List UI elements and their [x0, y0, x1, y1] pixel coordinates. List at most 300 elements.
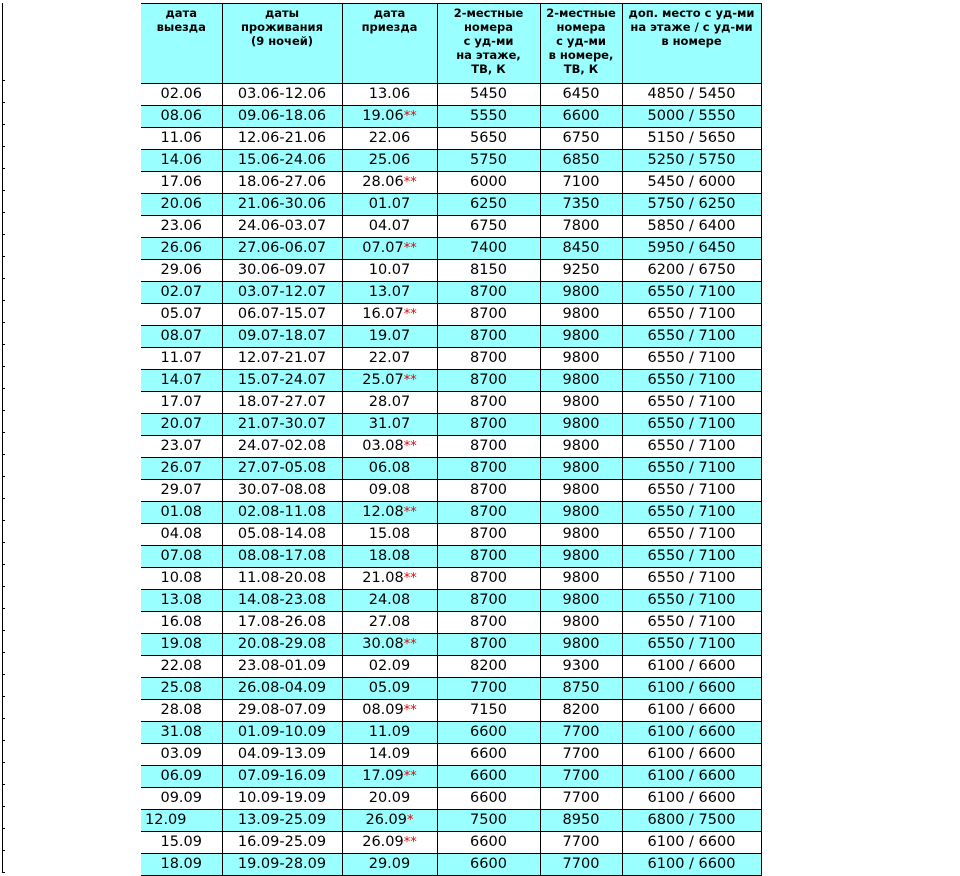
- arrival-date-text: 17.09: [362, 768, 404, 784]
- header-line: с уд-ми: [463, 34, 514, 48]
- double-room-price-cell: [540, 348, 622, 370]
- left-margin-tick: [2, 410, 5, 411]
- table-row: [141, 458, 761, 480]
- table-row: [141, 568, 761, 590]
- arrival-date-text: 18.08: [368, 548, 411, 564]
- double-room-price-text: 6600: [562, 108, 600, 124]
- double-floor-price-text: 6600: [470, 834, 507, 850]
- table-row: [141, 744, 761, 766]
- arrival-date-text: 01.07: [368, 196, 411, 212]
- left-margin-rule: [2, 3, 3, 873]
- arrival-date-text: 13.06: [368, 86, 411, 102]
- arrival-date-cell: [342, 480, 437, 502]
- double-floor-price-text: 6600: [470, 746, 507, 762]
- double-floor-price-text: 6000: [470, 174, 507, 190]
- departure-date-cell: [141, 370, 222, 392]
- arrival-date-cell: [342, 744, 437, 766]
- stay-dates-text: 21.07-30.07: [237, 416, 327, 432]
- left-margin-tick: [2, 850, 5, 851]
- left-margin-tick: [2, 344, 5, 345]
- departure-date-cell: [141, 678, 222, 700]
- stay-dates-cell: [222, 414, 342, 436]
- extra-bed-price-text: 6550 / 7100: [647, 614, 736, 630]
- extra-bed-price-cell: [622, 788, 761, 810]
- arrival-date-cell: [342, 84, 437, 106]
- stay-dates-text: 19.09-28.09: [237, 856, 327, 872]
- arrival-date-text: 31.07: [368, 416, 411, 432]
- double-room-price-cell: [540, 546, 622, 568]
- stay-dates-cell: [222, 722, 342, 744]
- departure-date-cell: [141, 458, 222, 480]
- stay-dates-cell: [222, 392, 342, 414]
- extra-bed-price-cell: [622, 546, 761, 568]
- left-margin-tick: [2, 564, 5, 565]
- table-row: [141, 524, 761, 546]
- departure-date-cell: [141, 832, 222, 854]
- double-floor-price-text: 8700: [470, 592, 507, 608]
- arrival-date-text: 19.07: [368, 328, 411, 344]
- table-row: [141, 678, 761, 700]
- departure-date-text: 14.07: [160, 372, 202, 388]
- footnote-asterisk-mark: **: [403, 637, 417, 652]
- departure-date-text: 31.08: [160, 724, 202, 740]
- extra-bed-price-cell: [622, 568, 761, 590]
- double-room-price-cell: [540, 744, 622, 766]
- arrival-date-cell: [342, 238, 437, 260]
- extra-bed-price-text: 5750 / 6250: [647, 196, 736, 212]
- double-room-price-cell: [540, 128, 622, 150]
- extra-bed-price-text: 6550 / 7100: [647, 548, 736, 564]
- double-floor-price-cell: [437, 590, 540, 612]
- extra-bed-price-cell: [622, 744, 761, 766]
- double-room-price-text: 7700: [562, 768, 600, 784]
- stay-dates-text: 15.06-24.06: [237, 152, 327, 168]
- stay-dates-cell: [222, 348, 342, 370]
- stay-dates-text: 23.08-01.09: [237, 658, 327, 674]
- arrival-date-cell: [342, 216, 437, 238]
- double-floor-price-text: 6600: [470, 724, 507, 740]
- departure-date-cell: [141, 656, 222, 678]
- double-room-price-cell: [540, 150, 622, 172]
- double-room-price-cell: [540, 678, 622, 700]
- extra-bed-price-text: 6100 / 6600: [647, 724, 736, 740]
- extra-bed-price-cell: [622, 832, 761, 854]
- header-line: 2-местные: [546, 6, 616, 20]
- table-row: [141, 216, 761, 238]
- arrival-date-text: 06.08: [368, 460, 411, 476]
- left-margin-tick: [2, 146, 5, 147]
- arrival-date-cell: [342, 282, 437, 304]
- double-floor-price-cell: [437, 722, 540, 744]
- double-floor-price-cell: [437, 260, 540, 282]
- double-floor-price-cell: [437, 128, 540, 150]
- double-room-price-text: 9800: [562, 284, 600, 300]
- departure-date-text: 11.06: [160, 130, 202, 146]
- stay-dates-cell: [222, 612, 342, 634]
- table-row: [141, 304, 761, 326]
- double-floor-price-text: 5650: [470, 130, 507, 146]
- stay-dates-cell: [222, 854, 342, 876]
- extra-bed-price-cell: [622, 282, 761, 304]
- double-floor-price-text: 6600: [470, 856, 507, 872]
- extra-bed-price-text: 6100 / 6600: [647, 746, 736, 762]
- extra-bed-price-cell: [622, 172, 761, 194]
- stay-dates-text: 01.09-10.09: [237, 724, 327, 740]
- header-line: ТВ, К: [563, 62, 599, 76]
- stay-dates-cell: [222, 238, 342, 260]
- arrival-date-cell: [342, 854, 437, 876]
- departure-date-cell: [141, 568, 222, 590]
- departure-date-cell: [141, 260, 222, 282]
- double-room-price-cell: [540, 172, 622, 194]
- arrival-date-cell: [342, 546, 437, 568]
- double-floor-price-cell: [437, 172, 540, 194]
- double-floor-price-cell: [437, 700, 540, 722]
- departure-date-text: 09.09: [160, 790, 202, 806]
- double-room-price-text: 7700: [562, 724, 600, 740]
- arrival-date-text: 09.08: [368, 482, 411, 498]
- departure-date-cell: [141, 348, 222, 370]
- header-line: дата: [165, 6, 197, 20]
- double-floor-price-text: 8700: [470, 372, 507, 388]
- departure-date-cell: [141, 810, 222, 832]
- arrival-date-cell: [342, 700, 437, 722]
- stay-dates-cell: [222, 810, 342, 832]
- double-floor-price-cell: [437, 678, 540, 700]
- departure-date-cell: [141, 216, 222, 238]
- table-row: [141, 700, 761, 722]
- stay-dates-cell: [222, 524, 342, 546]
- stay-dates-cell: [222, 590, 342, 612]
- left-margin-tick: [2, 498, 5, 499]
- extra-bed-price-text: 5000 / 5550: [647, 108, 736, 124]
- stay-dates-text: 18.07-27.07: [237, 394, 327, 410]
- extra-bed-price-cell: [622, 436, 761, 458]
- header-double-room-bath: [540, 4, 622, 84]
- double-floor-price-text: 8700: [470, 284, 507, 300]
- arrival-date-cell: [342, 348, 437, 370]
- departure-date-text: 03.09: [160, 746, 202, 762]
- stay-dates-text: 02.08-11.08: [237, 504, 327, 520]
- extra-bed-price-cell: [622, 480, 761, 502]
- extra-bed-price-cell: [622, 238, 761, 260]
- extra-bed-price-text: 6550 / 7100: [647, 592, 736, 608]
- double-room-price-text: 9800: [562, 482, 600, 498]
- arrival-date-text: 02.09: [368, 658, 411, 674]
- double-floor-price-text: 8700: [470, 438, 507, 454]
- extra-bed-price-text: 4850 / 5450: [647, 86, 736, 102]
- extra-bed-price-text: 5950 / 6450: [647, 240, 736, 256]
- double-room-price-cell: [540, 634, 622, 656]
- departure-date-cell: [141, 502, 222, 524]
- stay-dates-text: 10.09-19.09: [237, 790, 327, 806]
- left-margin-tick: [2, 454, 5, 455]
- stay-dates-text: 24.06-03.07: [237, 218, 327, 234]
- extra-bed-price-text: 6550 / 7100: [647, 460, 736, 476]
- arrival-date-cell: [342, 832, 437, 854]
- departure-date-cell: [141, 128, 222, 150]
- double-floor-price-text: 8700: [470, 614, 507, 630]
- header-line: доп. место с уд-ми: [628, 6, 755, 20]
- left-margin-tick: [2, 322, 5, 323]
- arrival-date-cell: [342, 568, 437, 590]
- double-room-price-cell: [540, 194, 622, 216]
- header-line: (9 ночей): [250, 34, 314, 48]
- table-row: [141, 128, 761, 150]
- extra-bed-price-cell: [622, 524, 761, 546]
- double-floor-price-cell: [437, 282, 540, 304]
- table-row: [141, 106, 761, 128]
- arrival-date-cell: [342, 326, 437, 348]
- arrival-date-cell: [342, 392, 437, 414]
- extra-bed-price-cell: [622, 106, 761, 128]
- left-margin-tick: [2, 388, 5, 389]
- left-margin-tick: [2, 124, 5, 125]
- arrival-date-text: 19.06: [362, 108, 404, 124]
- extra-bed-price-text: 6100 / 6600: [647, 680, 736, 696]
- extra-bed-price-text: 6550 / 7100: [647, 438, 736, 454]
- double-floor-price-cell: [437, 854, 540, 876]
- table-row: [141, 414, 761, 436]
- double-room-price-cell: [540, 612, 622, 634]
- extra-bed-price-cell: [622, 260, 761, 282]
- arrival-date-text: 15.08: [368, 526, 411, 542]
- double-room-price-cell: [540, 766, 622, 788]
- arrival-date-cell: [342, 172, 437, 194]
- double-room-price-text: 6750: [562, 130, 600, 146]
- double-room-price-cell: [540, 260, 622, 282]
- departure-date-text: 20.06: [160, 196, 202, 212]
- footnote-asterisk-mark: **: [403, 703, 417, 718]
- stay-dates-cell: [222, 502, 342, 524]
- departure-date-cell: [141, 766, 222, 788]
- double-floor-price-text: 6250: [470, 196, 507, 212]
- departure-date-cell: [141, 106, 222, 128]
- departure-date-text: 06.09: [160, 768, 202, 784]
- double-room-price-text: 7700: [562, 790, 600, 806]
- departure-date-text: 16.08: [160, 614, 202, 630]
- arrival-date-cell: [342, 502, 437, 524]
- double-room-price-text: 7700: [562, 746, 600, 762]
- extra-bed-price-cell: [622, 458, 761, 480]
- table-row: [141, 348, 761, 370]
- departure-date-text: 20.07: [160, 416, 202, 432]
- extra-bed-price-text: 5850 / 6400: [647, 218, 736, 234]
- arrival-date-cell: [342, 590, 437, 612]
- stay-dates-cell: [222, 370, 342, 392]
- extra-bed-price-cell: [622, 84, 761, 106]
- table-row: [141, 282, 761, 304]
- arrival-date-text: 22.07: [368, 350, 411, 366]
- stay-dates-text: 26.08-04.09: [237, 680, 327, 696]
- double-floor-price-text: 6600: [470, 790, 507, 806]
- stay-dates-cell: [222, 656, 342, 678]
- double-room-price-cell: [540, 524, 622, 546]
- departure-date-cell: [141, 84, 222, 106]
- departure-date-text: 23.07: [160, 438, 202, 454]
- footnote-asterisk-mark: **: [403, 175, 417, 190]
- arrival-date-text: 24.08: [368, 592, 411, 608]
- extra-bed-price-cell: [622, 128, 761, 150]
- header-departure-date: [141, 4, 222, 84]
- stay-dates-cell: [222, 766, 342, 788]
- table-row: [141, 612, 761, 634]
- left-margin-tick: [2, 256, 5, 257]
- departure-date-cell: [141, 304, 222, 326]
- departure-date-text: 10.08: [160, 570, 202, 586]
- left-margin-tick: [2, 168, 5, 169]
- extra-bed-price-text: 6550 / 7100: [647, 526, 736, 542]
- departure-date-cell: [141, 788, 222, 810]
- header-extra-bed: [622, 4, 761, 84]
- table-row: [141, 84, 761, 106]
- departure-date-text: 19.08: [160, 636, 202, 652]
- double-room-price-text: 8950: [562, 812, 600, 828]
- extra-bed-price-cell: [622, 810, 761, 832]
- departure-date-text: 26.07: [160, 460, 202, 476]
- table-row: [141, 172, 761, 194]
- stay-dates-cell: [222, 150, 342, 172]
- arrival-date-text: 25.07: [362, 372, 404, 388]
- extra-bed-price-text: 6550 / 7100: [647, 350, 736, 366]
- double-room-price-text: 9800: [562, 306, 600, 322]
- arrival-date-text: 27.08: [368, 614, 411, 630]
- departure-date-cell: [141, 480, 222, 502]
- departure-date-text: 29.07: [160, 482, 202, 498]
- departure-date-text: 14.06: [160, 152, 202, 168]
- stay-dates-cell: [222, 546, 342, 568]
- footnote-asterisk-mark: **: [403, 571, 417, 586]
- table-row: [141, 502, 761, 524]
- arrival-date-cell: [342, 810, 437, 832]
- double-room-price-text: 7800: [562, 218, 600, 234]
- extra-bed-price-text: 6550 / 7100: [647, 504, 736, 520]
- left-margin-tick: [2, 476, 5, 477]
- double-room-price-text: 9800: [562, 394, 600, 410]
- extra-bed-price-text: 6550 / 7100: [647, 372, 736, 388]
- arrival-date-text: 28.06: [362, 174, 404, 190]
- stay-dates-cell: [222, 480, 342, 502]
- double-room-price-cell: [540, 238, 622, 260]
- arrival-date-text: 29.09: [368, 856, 411, 872]
- double-floor-price-text: 8700: [470, 416, 507, 432]
- double-floor-price-text: 8700: [470, 526, 507, 542]
- departure-date-cell: [141, 326, 222, 348]
- double-floor-price-cell: [437, 502, 540, 524]
- extra-bed-price-cell: [622, 678, 761, 700]
- arrival-date-text: 30.08: [362, 636, 404, 652]
- double-room-price-cell: [540, 656, 622, 678]
- table-row: [141, 722, 761, 744]
- extra-bed-price-text: 5150 / 5650: [647, 130, 736, 146]
- header-line: даты: [264, 6, 300, 20]
- departure-date-cell: [141, 436, 222, 458]
- double-floor-price-cell: [437, 766, 540, 788]
- extra-bed-price-cell: [622, 612, 761, 634]
- extra-bed-price-text: 6100 / 6600: [647, 856, 736, 872]
- departure-date-text: 22.08: [160, 658, 202, 674]
- double-floor-price-cell: [437, 656, 540, 678]
- double-room-price-text: 9800: [562, 350, 600, 366]
- table-row: [141, 634, 761, 656]
- double-floor-price-cell: [437, 348, 540, 370]
- left-margin-tick: [2, 300, 5, 301]
- departure-date-cell: [141, 590, 222, 612]
- extra-bed-price-text: 6100 / 6600: [647, 834, 736, 850]
- stay-dates-cell: [222, 788, 342, 810]
- double-floor-price-cell: [437, 546, 540, 568]
- double-room-price-text: 9800: [562, 636, 600, 652]
- arrival-date-cell: [342, 370, 437, 392]
- stay-dates-cell: [222, 458, 342, 480]
- departure-date-text: 02.07: [160, 284, 202, 300]
- header-line: номера: [556, 20, 606, 34]
- arrival-date-cell: [342, 414, 437, 436]
- extra-bed-price-text: 6550 / 7100: [647, 570, 736, 586]
- left-margin-tick: [2, 762, 5, 763]
- double-floor-price-text: 8200: [470, 658, 507, 674]
- stay-dates-cell: [222, 106, 342, 128]
- double-floor-price-cell: [437, 634, 540, 656]
- left-margin-tick: [2, 102, 5, 103]
- departure-date-text: 08.06: [160, 108, 202, 124]
- double-floor-price-cell: [437, 414, 540, 436]
- arrival-date-text: 08.09: [362, 702, 404, 718]
- stay-dates-cell: [222, 568, 342, 590]
- left-margin-tick: [2, 674, 5, 675]
- stay-dates-text: 04.09-13.09: [237, 746, 327, 762]
- arrival-date-cell: [342, 458, 437, 480]
- footnote-asterisk-mark: **: [403, 109, 417, 124]
- footnote-asterisk-mark: **: [403, 835, 417, 850]
- extra-bed-price-cell: [622, 590, 761, 612]
- stay-dates-text: 20.08-29.08: [237, 636, 327, 652]
- stay-dates-cell: [222, 194, 342, 216]
- left-margin-tick: [2, 806, 5, 807]
- departure-date-cell: [141, 150, 222, 172]
- double-room-price-text: 8450: [562, 240, 600, 256]
- header-line: 2-местные: [453, 6, 524, 20]
- stay-dates-cell: [222, 832, 342, 854]
- arrival-date-text: 07.07: [362, 240, 404, 256]
- table-row: [141, 766, 761, 788]
- arrival-date-text: 11.09: [368, 724, 411, 740]
- double-room-price-cell: [540, 326, 622, 348]
- arrival-date-cell: [342, 656, 437, 678]
- double-floor-price-cell: [437, 304, 540, 326]
- double-room-price-cell: [540, 414, 622, 436]
- header-line: на этаже / с уд-ми: [630, 20, 753, 34]
- table-body: [141, 84, 761, 876]
- stay-dates-cell: [222, 744, 342, 766]
- tour-price-table: [141, 3, 762, 876]
- extra-bed-price-cell: [622, 766, 761, 788]
- double-room-price-cell: [540, 502, 622, 524]
- extra-bed-price-cell: [622, 392, 761, 414]
- left-margin-tick: [2, 828, 5, 829]
- double-room-price-text: 9800: [562, 548, 600, 564]
- double-room-price-cell: [540, 282, 622, 304]
- departure-date-cell: [141, 854, 222, 876]
- table-row: [141, 436, 761, 458]
- double-room-price-text: 9800: [562, 592, 600, 608]
- extra-bed-price-text: 5250 / 5750: [647, 152, 736, 168]
- extra-bed-price-cell: [622, 854, 761, 876]
- double-room-price-text: 7100: [562, 174, 600, 190]
- double-floor-price-cell: [437, 810, 540, 832]
- departure-date-cell: [141, 238, 222, 260]
- double-room-price-cell: [540, 590, 622, 612]
